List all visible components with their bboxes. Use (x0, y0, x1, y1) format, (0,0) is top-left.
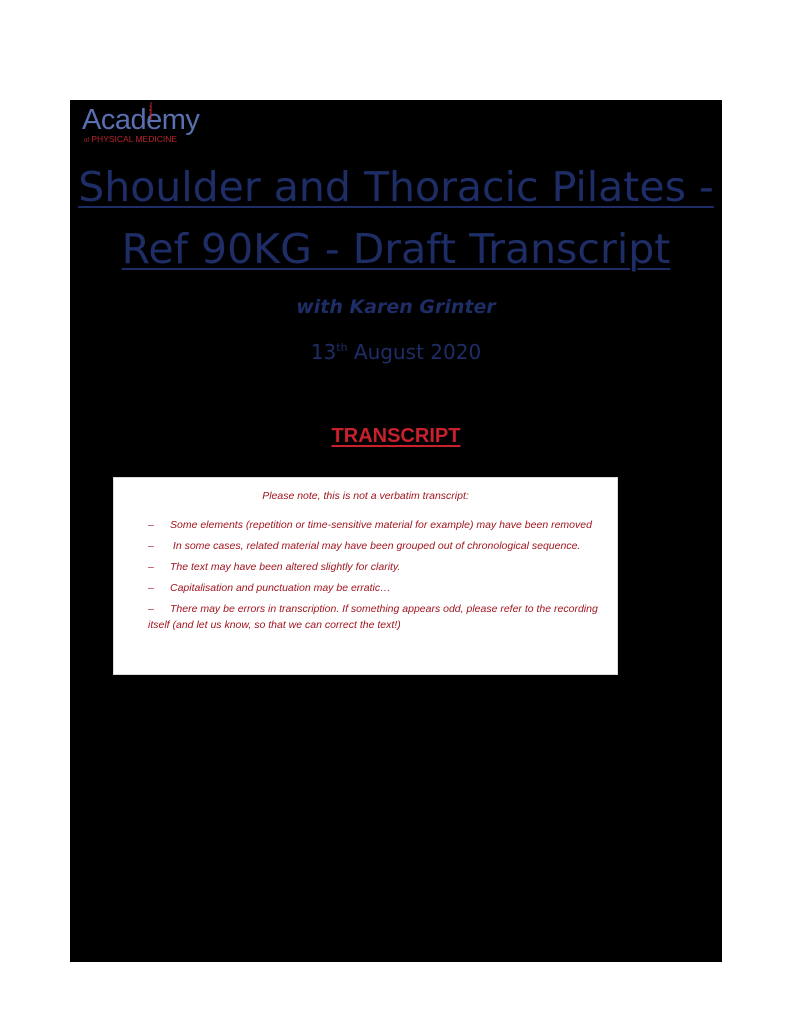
notice-list (148, 517, 603, 633)
notice-item-text: There may be errors in transcription. If something appears odd, please refer to the recording itself (and let us know, so that we can correct the text!) (148, 603, 598, 631)
notice-item-text: The text may have been altered slightly for clarity. (170, 561, 401, 573)
notice-item-text: In some cases, related material may have been grouped out of chronological sequence. (170, 540, 581, 552)
list-item (148, 538, 603, 554)
dash-bullet: – (148, 540, 154, 552)
caduceus-icon (149, 102, 153, 120)
date-suffix: th (336, 341, 348, 354)
dash-bullet: – (148, 582, 154, 594)
section-heading: TRANSCRIPT (331, 425, 461, 447)
dash-bullet: – (148, 519, 154, 531)
list-item (148, 559, 603, 575)
date-month-year: August 2020 (347, 340, 482, 364)
logo-of: of (84, 138, 90, 144)
list-item (148, 601, 603, 633)
transcript-notice-box (113, 477, 618, 675)
list-item (148, 580, 603, 596)
notice-heading: Please note, this is not a verbatim transcript: (262, 490, 469, 502)
dash-bullet: – (148, 561, 154, 573)
date-day: 13 (310, 340, 337, 364)
academy-logo (82, 104, 222, 148)
title-line-1: Shoulder and Thoracic Pilates - (78, 163, 714, 211)
logo-subtitle (84, 134, 177, 146)
document-date (70, 340, 722, 364)
dash-bullet: – (148, 603, 154, 615)
logo-subtitle-text: PHYSICAL MEDICINE (91, 134, 178, 144)
title-line-2: Ref 90KG - Draft Transcript (121, 225, 671, 273)
list-item (148, 517, 603, 533)
notice-item-text: Some elements (repetition or time-sensitive material for example) may have been removed (170, 519, 592, 531)
logo-wordmark: Academy (82, 104, 200, 136)
notice-item-text: Capitalisation and punctuation may be erratic… (170, 582, 391, 594)
presenter-line: with Karen Grinter (296, 296, 496, 318)
document-title (70, 156, 722, 280)
